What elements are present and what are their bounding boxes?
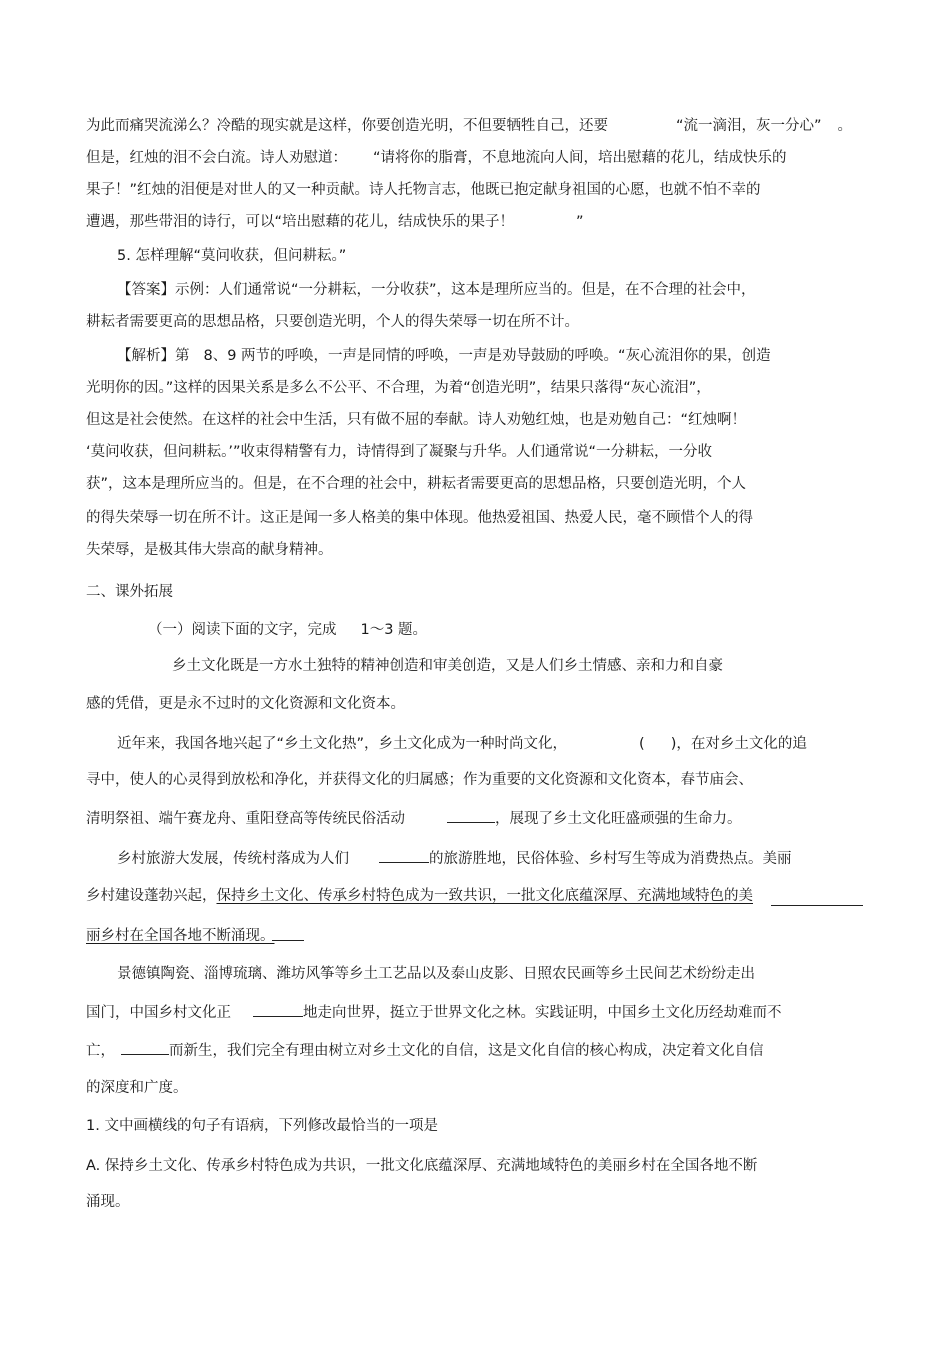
- option-a: A. 保持乡土文化、传承乡村特色成为共识，一批文化底蕴深厚、充满地域特色的美丽乡村在全国各地不断: [86, 1158, 758, 1174]
- text-line: 耕耘者需要更高的思想品格，只要创造光明，个人的得失荣辱一切在所不计。: [86, 314, 579, 330]
- text-segment: 1～3 题。: [360, 622, 428, 638]
- subsection-heading: [148, 620, 427, 640]
- text-segment: 【解析】第: [117, 348, 190, 364]
- text-segment: 的旅游胜地，民俗体验、乡村写生等成为消费热点。美丽: [429, 851, 792, 867]
- text-line: 但这是社会使然。在这样的社会中生活，只有做不屈的奉献。诗人劝勉红烛，也是劝勉自己：“红烛啊！: [86, 412, 747, 428]
- text-segment: 而新生，我们完全有理由树立对乡土文化的自信，这是文化自信的核心构成，决定着文化自信: [169, 1043, 764, 1059]
- answer-label: 【答案】示例：人们通常说“一分耕耘，一分收获”，这本是理所应当的。但是，在不合理的社会中，: [117, 282, 756, 298]
- text-line: 感的凭借，更是永不过时的文化资源和文化资本。: [86, 696, 405, 712]
- question-1: 1. 文中画横线的句子有语病，下列修改最恰当的一项是: [86, 1118, 438, 1134]
- text-segment: 。: [837, 118, 853, 134]
- text-segment: （一）阅读下面的文字，完成: [148, 622, 337, 638]
- text-line: [117, 848, 792, 869]
- text-line: [117, 734, 807, 754]
- fill-blank: [447, 808, 495, 823]
- text-segment: 遭遇，那些带泪的诗行，可以“培出慰藉的花儿，结成快乐的果子！: [86, 214, 515, 230]
- text-line: [86, 886, 753, 906]
- text-segment: 为此而痛哭流涕么？冷酷的现实就是这样，你要创造光明，不但要牺牲自己，还要: [86, 118, 608, 134]
- text-line: [86, 1002, 782, 1023]
- question-5: 5. 怎样理解“莫问收获，但问耕耘。”: [117, 248, 347, 264]
- text-line: 寻中，使人的心灵得到放松和净化，并获得文化的归属感；作为重要的文化资源和文化资本，春节庙会、: [86, 772, 753, 788]
- underlined-sentence: 保持乡土文化、传承乡村特色成为一致共识，一批文化底蕴深厚、充满地域特色的美: [216, 888, 753, 904]
- text-segment: 8、9 两节的呼唤，一声是同情的呼唤，一声是劝导鼓励的呼唤。“灰心流泪你的果，创造: [203, 348, 771, 364]
- text-line: [86, 212, 584, 232]
- text-segment: ，展现了乡土文化旺盛顽强的生命力。: [495, 811, 742, 827]
- fill-blank: [121, 1040, 169, 1055]
- text-segment: 亡，: [86, 1043, 115, 1059]
- text-line: 乡土文化既是一方水土独特的精神创造和审美创造，又是人们乡土情感、亲和力和自豪: [172, 658, 723, 674]
- text-segment: 清明祭祖、端午赛龙舟、重阳登高等传统民俗活动: [86, 811, 405, 827]
- text-segment: )，在对乡土文化的追: [670, 736, 807, 752]
- text-segment: 乡村旅游大发展，传统村落成为人们: [117, 851, 349, 867]
- text-line: [86, 808, 742, 829]
- text-segment: 国门，中国乡村文化正: [86, 1005, 231, 1021]
- text-line: [86, 926, 275, 946]
- underlined-sentence: 丽乡村在全国各地不断涌现。: [86, 928, 275, 944]
- text-line: 获”，这本是理所应当的。但是，在不合理的社会中，耕耘者需要更高的思想品格，只要创造光明，个人: [86, 476, 747, 492]
- text-line: 涌现。: [86, 1194, 130, 1210]
- text-segment: 乡村建设蓬勃兴起，: [86, 888, 217, 904]
- text-segment: “流一滴泪，灰一分心”: [676, 118, 822, 134]
- text-line: 失荣辱，是极其伟大崇高的献身精神。: [86, 542, 333, 558]
- text-line: 光明你的因。”这样的因果关系是多么不公平、不合理，为着“创造光明”，结果只落得“灰心流泪”，: [86, 380, 711, 396]
- text-segment: 但是，红烛的泪不会白流。诗人劝慰道：: [86, 150, 347, 166]
- blank-paren-open: (: [639, 736, 645, 752]
- text-line: 果子！”红烛的泪便是对世人的又一种贡献。诗人托物言志，他既已抱定献身祖国的心愿，也就不怕不幸的: [86, 182, 761, 198]
- text-line: 的深度和广度。: [86, 1080, 188, 1096]
- underline-extension: [771, 905, 863, 906]
- text-segment: 地走向世界，挺立于世界文化之林。实践证明，中国乡土文化历经劫难而不: [303, 1005, 782, 1021]
- section-heading: 二、课外拓展: [86, 584, 173, 600]
- text-line: [86, 1040, 764, 1061]
- text-line: 景德镇陶瓷、淄博琉璃、潍坊风筝等乡土工艺品以及泰山皮影、日照农民画等乡土民间艺术纷纷走出: [117, 966, 755, 982]
- analysis-label: [117, 346, 771, 366]
- text-line: 的得失荣辱一切在所不计。这正是闻一多人格美的集中体现。他热爱祖国、热爱人民，毫不顾惜个人的得: [86, 510, 753, 526]
- text-line: ‘莫问收获，但问耕耘。’”收束得精警有力，诗情得到了凝聚与升华。人们通常说“一分耕耘，一分收: [86, 444, 712, 460]
- text-segment: “请将你的脂膏，不息地流向人间，培出慰藉的花儿，结成快乐的: [373, 150, 787, 166]
- text-segment: ”: [576, 214, 584, 230]
- fill-blank: [379, 848, 429, 863]
- fill-blank: [253, 1002, 303, 1017]
- text-line: [86, 116, 852, 136]
- underline-extension: [272, 940, 304, 941]
- text-line: [86, 148, 787, 168]
- text-segment: 近年来，我国各地兴起了“乡土文化热”，乡土文化成为一种时尚文化，: [117, 736, 568, 752]
